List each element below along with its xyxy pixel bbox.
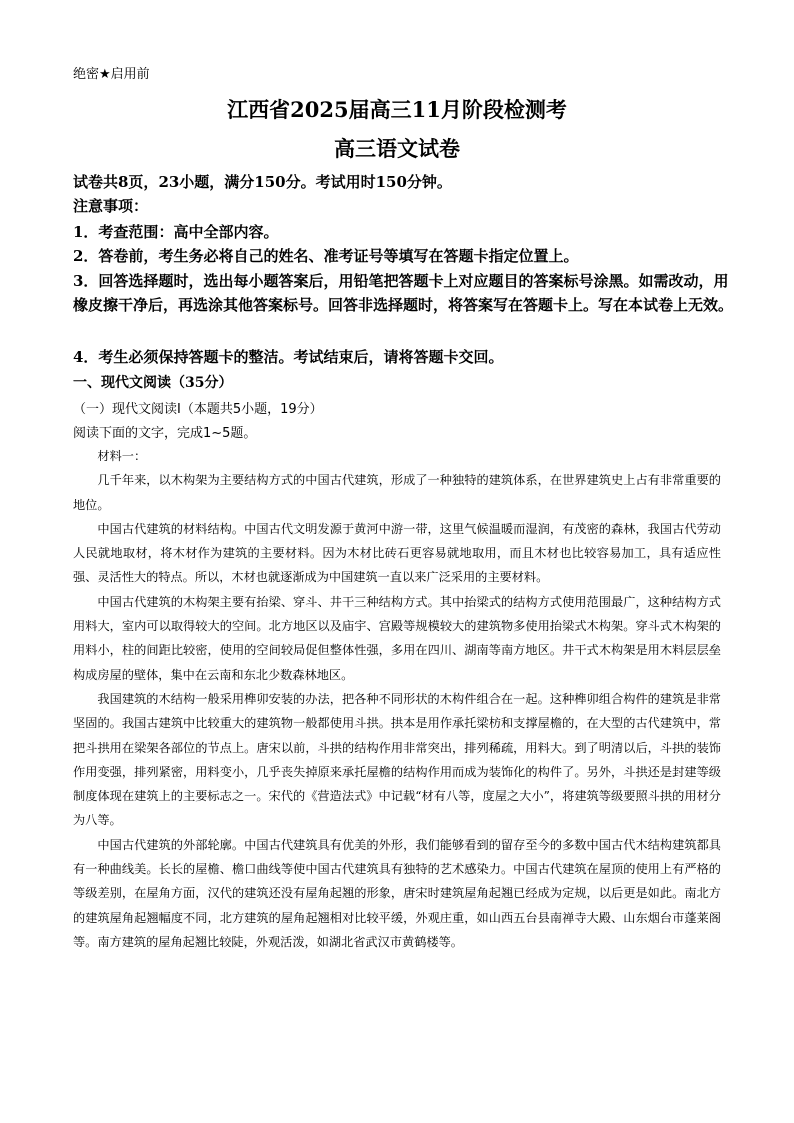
notice-item-2: 2．答卷前，考生务必将自己的姓名、准考证号等填写在答题卡指定位置上。 bbox=[73, 247, 579, 265]
notice-item-1: 1．考查范围：高中全部内容。 bbox=[73, 223, 279, 241]
material-paragraph: 中国古代建筑的材料结构。中国古代文明发源于黄河中游一带，这里气候温暖而湿润，有茂密的森林，我国古代劳动人民就地取材，将木材作为建筑的主要材料。因为木材比砖石更容易就地取用，而且木材也比较容易加工，具有适应性强、灵活性大的特点。所以，木材也就逐渐成为中国建筑一直以来广泛采用的主要材料。 bbox=[73, 521, 721, 585]
reading-material bbox=[73, 444, 721, 954]
exam-title: 江西省2025届高三11月阶段检测考 bbox=[227, 97, 567, 122]
confidential-mark: 绝密★启用前 bbox=[73, 67, 150, 82]
material-paragraph: 中国古代建筑的外部轮廓。中国古代建筑具有优美的外形，我们能够看到的留存至今的多数中国古代木结构建筑都具有一种曲线美。长长的屋檐、檐口曲线等使中国古代建筑具有独特的艺术感染力。中国古代建筑在屋顶的使用上有严格的等级差别，在屋角方面，汉代的建筑还没有屋角起翘的形象，唐宋时建筑屋角起翘已经成为定规，以后更是如此。南北方的建筑屋角起翘幅度不同，北方建筑的屋角起翘相对比较平缓，外观庄重，如山西五台县南禅寺大殿、山东烟台市蓬莱阁等。南方建筑的屋角起翘比较陡，外观活泼，如湖北省武汉市黄鹤楼等。 bbox=[73, 837, 721, 949]
section-directions: 阅读下面的文字，完成1~5题。 bbox=[73, 426, 257, 441]
section-title: 一、现代文阅读（35分） bbox=[73, 375, 233, 391]
notice-item-4: 4．考生必须保持答题卡的整洁。考试结束后，请将答题卡交回。 bbox=[73, 348, 504, 366]
exam-subtitle: 高三语文试卷 bbox=[334, 136, 460, 161]
section-subtitle: （一）现代文阅读Ⅰ（本题共5小题，19分） bbox=[73, 402, 323, 417]
notice-item-3: 3．回答选择题时，选出每小题答案后，用铅笔把答题卡上对应题目的答案标号涂黑。如需改动，用橡皮擦干净后，再选涂其他答案标号。回答非选择题时，将答案写在答题卡上。写在本试卷上无效。 bbox=[73, 272, 734, 314]
material-paragraph: 几千年来，以木构架为主要结构方式的中国古代建筑，形成了一种独特的建筑体系，在世界建筑史上占有非常重要的地位。 bbox=[73, 473, 721, 512]
material-paragraph: 中国古代建筑的木构架主要有抬梁、穿斗、井干三种结构方式。其中抬梁式的结构方式使用范围最广，这种结构方式用料大，室内可以取得较大的空间。北方地区以及庙宇、宫殿等规模较大的建筑物多使用抬梁式木构架。穿斗式木构架的用料小，柱的间距比较密，使用的空间较局促但整体性强，多用在四川、湖南等南方地区。井干式木构架是用木料层层垒构成房屋的壁体，集中在云南和东北少数森林地区。 bbox=[73, 594, 721, 682]
material-label: 材料一： bbox=[97, 449, 147, 463]
notice-heading: 注意事项： bbox=[73, 197, 149, 215]
exam-summary: 试卷共8页，23小题，满分150分。考试用时150分钟。 bbox=[73, 173, 452, 191]
material-paragraph: 我国建筑的木结构一般采用榫卯安装的办法，把各种不同形状的木构件组合在一起。这种榫卯组合构件的建筑是非常坚固的。我国古建筑中比较重大的建筑物一般都使用斗拱。拱本是用作承托梁枋和支撑屋檐的，在大型的古代建筑中，常把斗拱用在梁架各部位的节点上。唐宋以前，斗拱的结构作用非常突出，排列稀疏，用料大。到了明清以后，斗拱的装饰作用变强，排列紧密，用料变小，几乎丧失掉原来承托屋檐的结构作用而成为装饰化的构件了。另外，斗拱还是封建等级制度体现在建筑上的主要标志之一。宋代的《营造法式》中记载“材有八等，度屋之大小”，将建筑等级要照斗拱的用材分为八等。 bbox=[73, 691, 721, 828]
